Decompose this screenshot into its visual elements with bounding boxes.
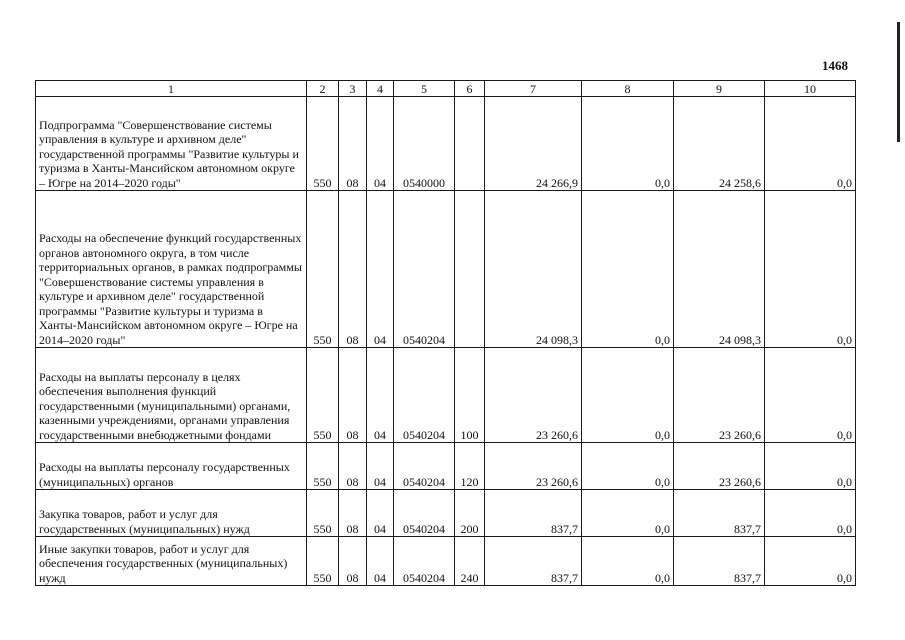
table-row — [36, 490, 856, 537]
column-header: 10 — [765, 81, 856, 97]
row-description — [36, 97, 307, 191]
description-text: Расходы на выплаты персоналу государственных (муниципальных) органов — [39, 460, 290, 489]
page-number: 1468 — [822, 58, 848, 73]
cell-subsection: 04 — [367, 490, 394, 537]
cell-amount-col8: 0,0 — [582, 537, 674, 586]
cell-admin-code: 550 — [307, 537, 339, 586]
cell-expense-type: 200 — [455, 490, 485, 537]
column-header: 2 — [307, 81, 339, 97]
column-header: 8 — [582, 81, 674, 97]
cell-amount-col10: 0,0 — [765, 490, 856, 537]
cell-admin-code: 550 — [307, 490, 339, 537]
cell-target-item: 0540000 — [394, 97, 455, 191]
cell-amount-col9: 23 260,6 — [674, 443, 765, 490]
column-header: 6 — [455, 81, 485, 97]
cell-amount-col9: 837,7 — [674, 537, 765, 586]
cell-subsection: 04 — [367, 97, 394, 191]
cell-amount-col8: 0,0 — [582, 97, 674, 191]
cell-expense-type: 100 — [455, 348, 485, 443]
cell-subsection: 04 — [367, 537, 394, 586]
cell-amount-col7: 837,7 — [485, 490, 582, 537]
column-number-row — [36, 81, 856, 97]
row-description — [36, 443, 307, 490]
row-description — [36, 537, 307, 586]
table-row — [36, 443, 856, 490]
description-text: Иные закупки товаров, работ и услуг для обеспечения государственных (муниципальных) нужд — [39, 541, 288, 585]
cell-amount-col8: 0,0 — [582, 490, 674, 537]
cell-amount-col7: 24 266,9 — [485, 97, 582, 191]
table-row — [36, 97, 856, 191]
cell-section: 08 — [339, 97, 367, 191]
budget-table — [35, 80, 856, 586]
cell-target-item: 0540204 — [394, 537, 455, 586]
cell-expense-type: 240 — [455, 537, 485, 586]
cell-amount-col7: 837,7 — [485, 537, 582, 586]
column-header: 3 — [339, 81, 367, 97]
description-text: Расходы на выплаты персоналу в целях обеспечения выполнения функций государственными (муниципальными) органами, казенными учреждениями, органами управления государственными внебюджетными фондами — [39, 369, 291, 442]
cell-expense-type — [455, 191, 485, 348]
cell-section: 08 — [339, 443, 367, 490]
table-row — [36, 537, 856, 586]
column-header: 9 — [674, 81, 765, 97]
cell-amount-col8: 0,0 — [582, 348, 674, 443]
cell-subsection: 04 — [367, 348, 394, 443]
row-description — [36, 191, 307, 348]
cell-amount-col7: 23 260,6 — [485, 348, 582, 443]
cell-amount-col10: 0,0 — [765, 537, 856, 586]
table-row — [36, 191, 856, 348]
cell-amount-col10: 0,0 — [765, 97, 856, 191]
cell-subsection: 04 — [367, 191, 394, 348]
cell-amount-col9: 24 098,3 — [674, 191, 765, 348]
scan-edge-mark — [897, 22, 900, 142]
cell-expense-type — [455, 97, 485, 191]
cell-amount-col7: 24 098,3 — [485, 191, 582, 348]
column-header: 5 — [394, 81, 455, 97]
cell-expense-type: 120 — [455, 443, 485, 490]
column-header: 1 — [36, 81, 307, 97]
cell-section: 08 — [339, 490, 367, 537]
description-text: Расходы на обеспечение функций государственных органов автономного округа, в том числе территориальных органов, в рамках подпрограммы "Совершенствование системы управления в культуре и архивном деле" государственной программы "Развитие культуры и туризма в Ханты-Мансийском автономном округе – Югре на 2014–2020 годы" — [39, 231, 302, 347]
cell-amount-col9: 24 258,6 — [674, 97, 765, 191]
cell-amount-col9: 837,7 — [674, 490, 765, 537]
cell-amount-col10: 0,0 — [765, 191, 856, 348]
cell-section: 08 — [339, 537, 367, 586]
cell-amount-col8: 0,0 — [582, 443, 674, 490]
cell-admin-code: 550 — [307, 443, 339, 490]
row-description — [36, 490, 307, 537]
column-header: 4 — [367, 81, 394, 97]
cell-amount-col10: 0,0 — [765, 348, 856, 443]
description-text: Закупка товаров, работ и услуг для государственных (муниципальных) нужд — [39, 507, 250, 536]
cell-amount-col10: 0,0 — [765, 443, 856, 490]
cell-amount-col7: 23 260,6 — [485, 443, 582, 490]
cell-admin-code: 550 — [307, 97, 339, 191]
cell-amount-col8: 0,0 — [582, 191, 674, 348]
row-description — [36, 348, 307, 443]
cell-amount-col9: 23 260,6 — [674, 348, 765, 443]
cell-subsection: 04 — [367, 443, 394, 490]
cell-target-item: 0540204 — [394, 191, 455, 348]
cell-section: 08 — [339, 191, 367, 348]
column-header: 7 — [485, 81, 582, 97]
cell-target-item: 0540204 — [394, 490, 455, 537]
table-row — [36, 348, 856, 443]
cell-admin-code: 550 — [307, 191, 339, 348]
cell-target-item: 0540204 — [394, 443, 455, 490]
cell-section: 08 — [339, 348, 367, 443]
cell-admin-code: 550 — [307, 348, 339, 443]
description-text: Подпрограмма "Совершенствование системы управления в культуре и архивном деле" государственной программы "Развитие культуры и туризма в Ханты-Мансийском автономном округе – Югре на 2014–2020 годы" — [39, 117, 299, 190]
cell-target-item: 0540204 — [394, 348, 455, 443]
